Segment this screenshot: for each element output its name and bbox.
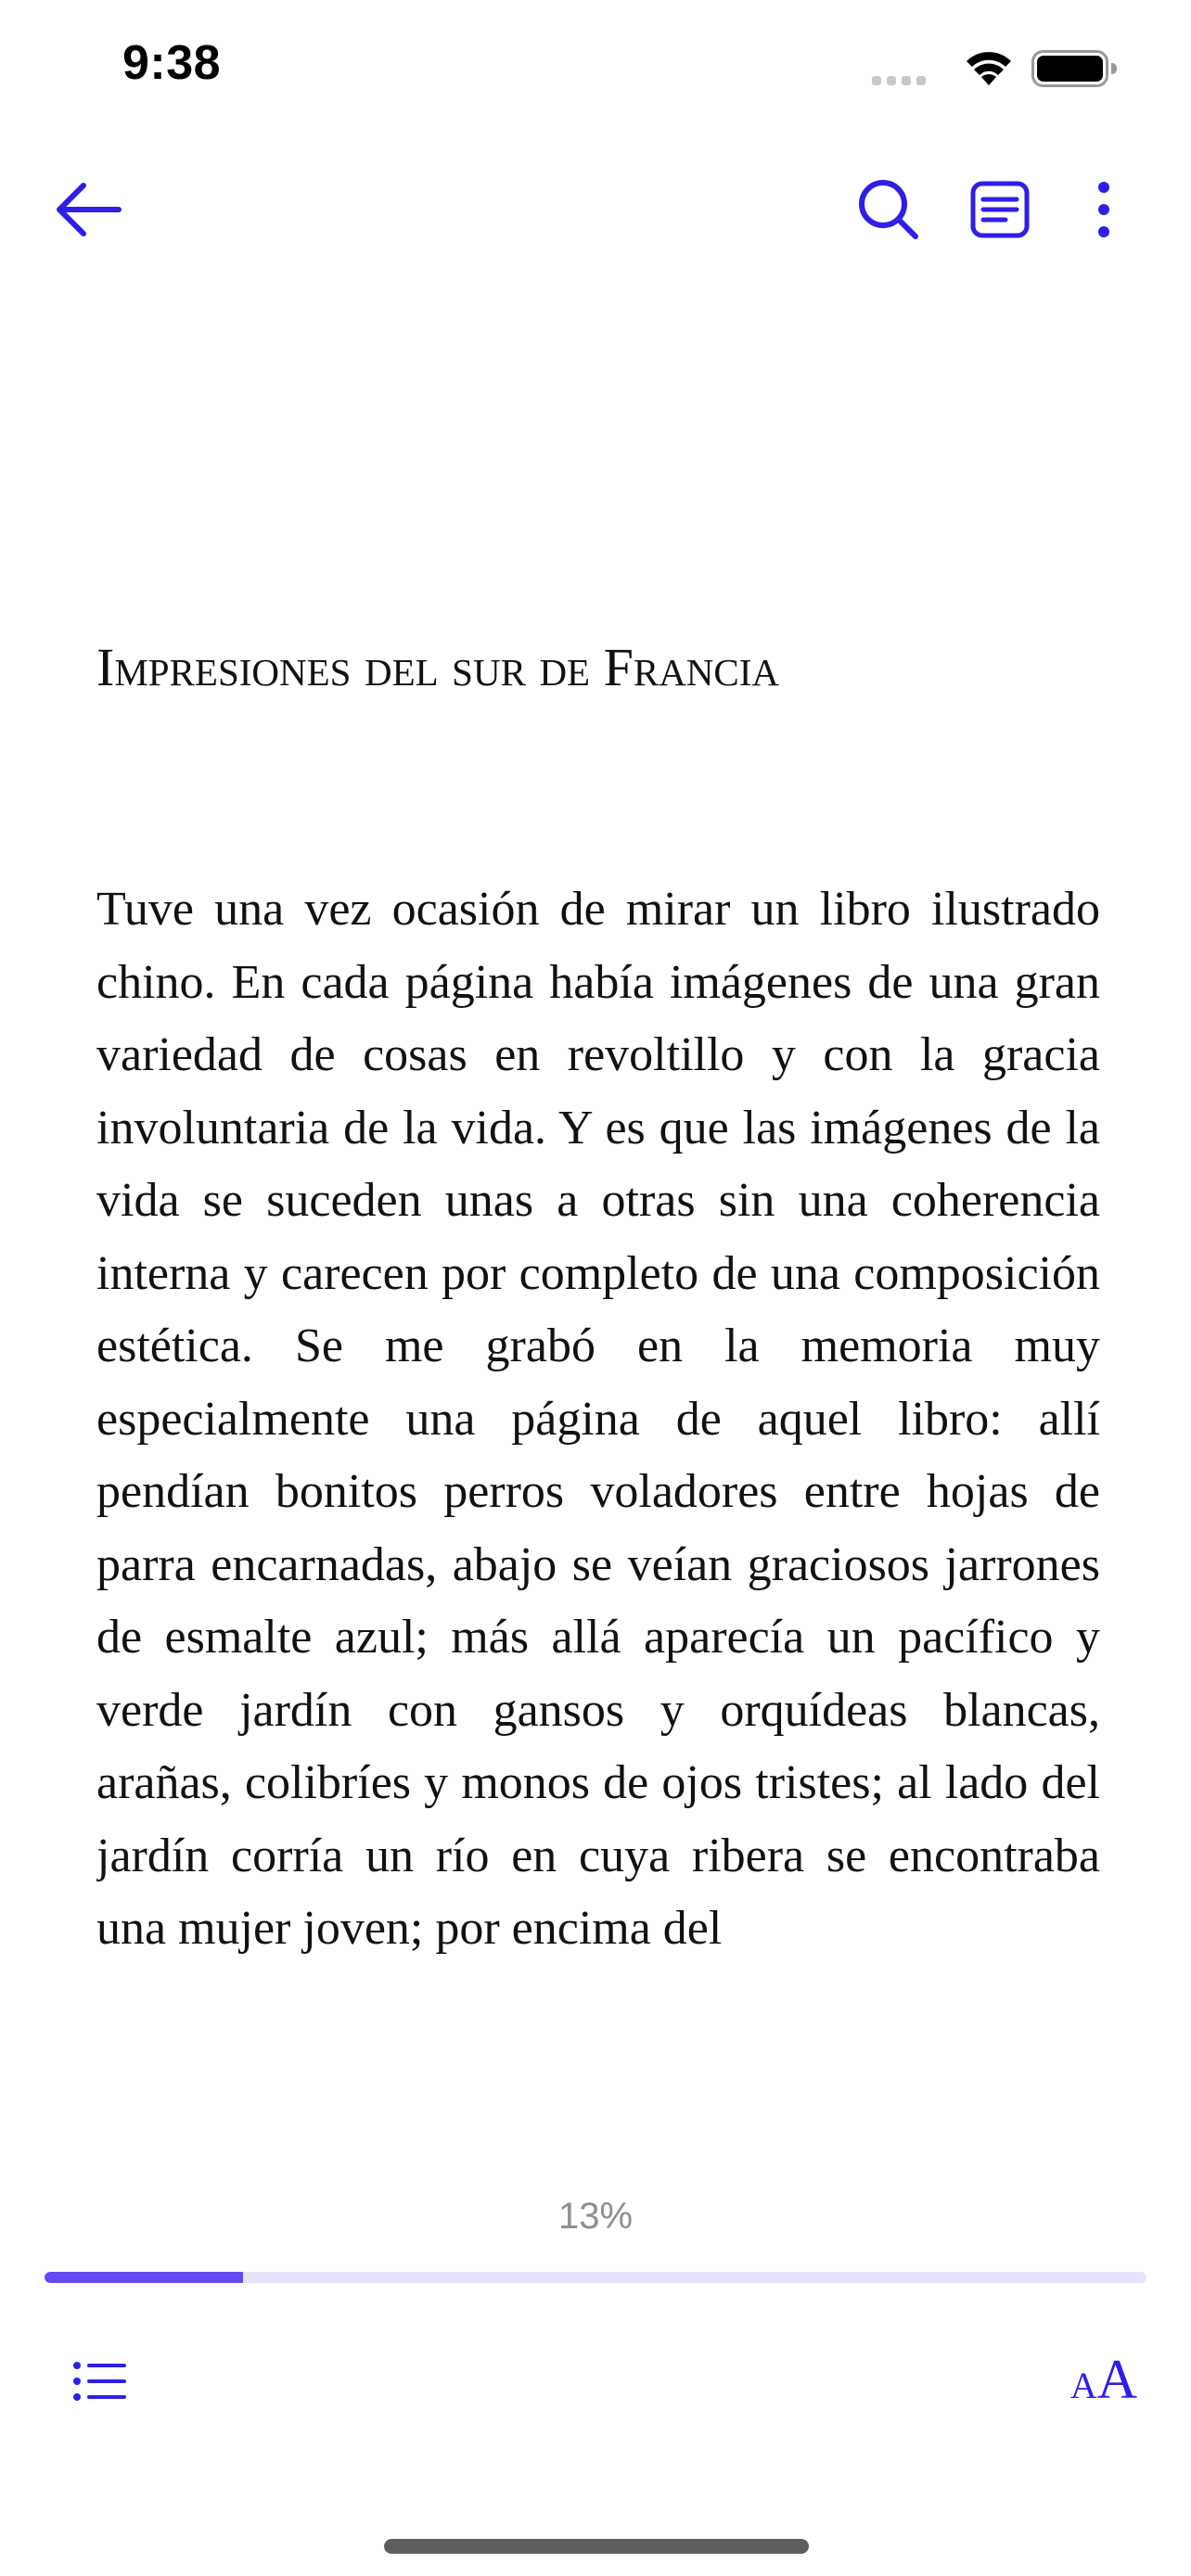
back-arrow-icon: [54, 180, 124, 239]
table-of-contents-icon: [72, 2361, 128, 2402]
more-button[interactable]: [1057, 163, 1150, 256]
progress-percentage: 13%: [557, 2196, 634, 2237]
status-time: 9:38: [122, 36, 222, 90]
battery-icon: [1033, 52, 1118, 86]
notes-button[interactable]: [954, 163, 1046, 256]
signal-icon: [872, 76, 926, 85]
font-size-button[interactable]: [1048, 2333, 1159, 2426]
notes-icon: [970, 181, 1030, 238]
chapter-title: Impresiones del sur de Francia: [96, 637, 780, 697]
table-of-contents-button[interactable]: [54, 2335, 147, 2428]
search-button[interactable]: [842, 163, 935, 256]
progress-bar[interactable]: [45, 2272, 1146, 2283]
status-icons: [872, 45, 1122, 91]
book-paragraph: Tuve una vez ocasión de mirar un libro ilustrado chino. En cada página había imágenes de una gran variedad de cosas en revoltillo y con la gracia involuntaria de la vida. Y es que las imágenes de la vida se suceden unas a otras sin una coherencia interna y carecen por completo de una composición estética. Se me grabó en la memoria muy especialmente una página de aquel libro: allí pendían bonitos perros voladores entre hojas de parra encarnadas, abajo se veían graciosos jarrones de esmalte azul; más allá aparecía un pacífico y verde jardín con gansos y orquídeas blancas, arañas, colibríes y monos de ojos tristes; al lado del jardín corría un río en cuya ribera se encontraba una mujer joven; por encima del: [96, 883, 1100, 1955]
font-size-large-letter: A: [1096, 2348, 1138, 2410]
font-size-small-letter: A: [1069, 2364, 1097, 2406]
home-indicator[interactable]: [384, 2539, 809, 2554]
status-bar: [0, 0, 1191, 130]
back-button[interactable]: [43, 163, 135, 256]
wifi-icon: [967, 52, 1011, 85]
progress-fill: [45, 2272, 243, 2283]
search-icon: [856, 177, 921, 242]
more-vertical-icon: [1095, 180, 1113, 239]
font-size-icon: [1070, 2348, 1137, 2412]
